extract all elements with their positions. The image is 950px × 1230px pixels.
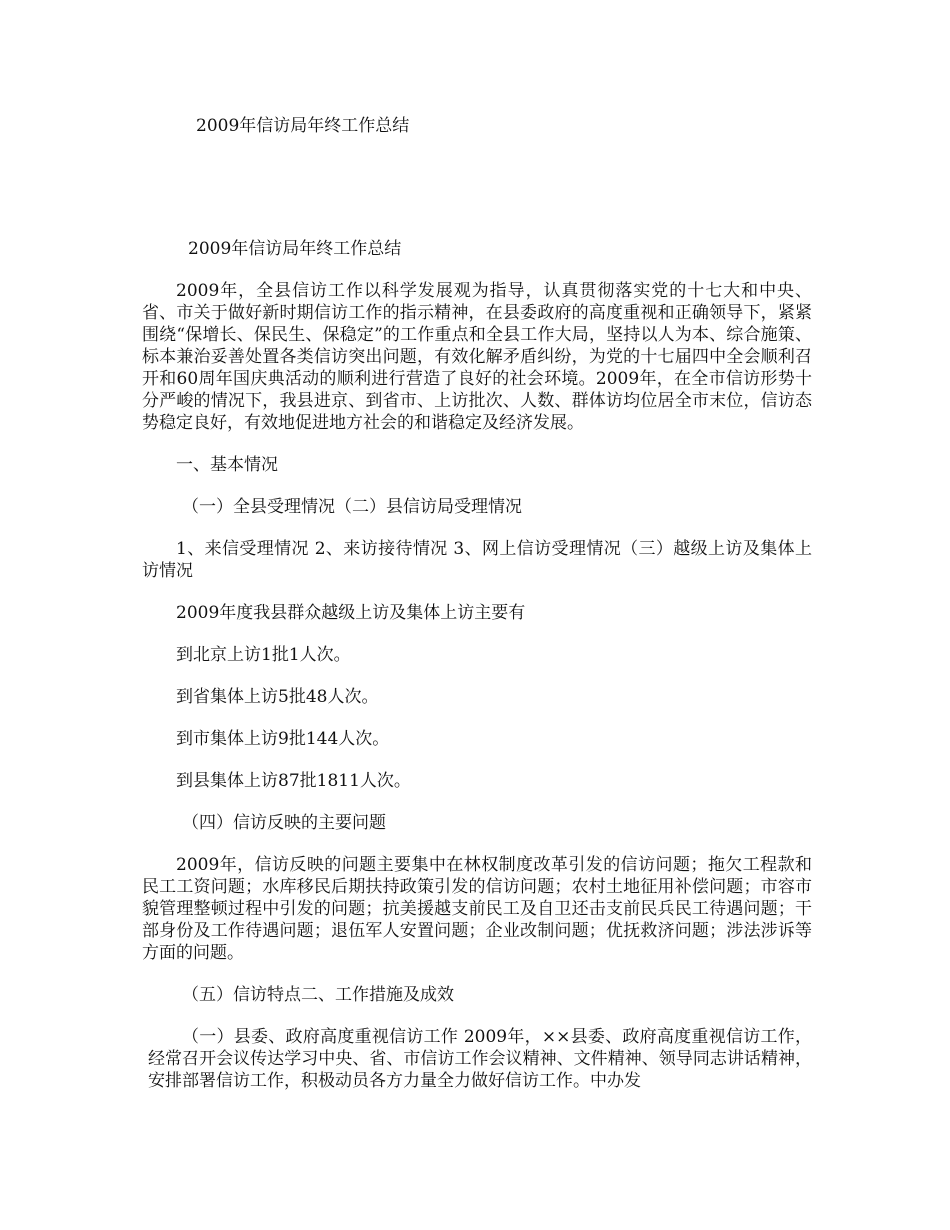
paragraph-issues: 2009年，信访反映的问题主要集中在林权制度改革引发的信访问题；拖欠工程款和民工工资问题；水库移民后期扶持政策引发的信访问题；农村土地征用补偿问题；市容市貌管理整顿过程中引发的问题；抗美援越支前民工及自卫还击支前民兵民工待遇问题；干部身份及工作待遇问题；退伍军人安置问题；企业改制问题；优抚救济问题；涉法涉诉等方面的问题。: [142, 855, 812, 963]
list-item-province: 到省集体上访5批48人次。: [176, 687, 379, 707]
header-title: 2009年信访局年终工作总结: [196, 116, 410, 136]
list-item-city: 到市集体上访9批144人次。: [176, 729, 390, 749]
document-body: [142, 238, 812, 1092]
paragraph-measures: （一）县委、政府高度重视信访工作 2009年，××县委、政府高度重视信访工作，经常召开会议传达学习中央、省、市信访工作会议精神、文件精神、领导同志讲话精神，安排部署信访工作，积极动员各方力量全力做好信访工作。中办发: [148, 1027, 812, 1091]
list-item-county: 到县集体上访87批1811人次。: [176, 771, 411, 791]
paragraph-items-1-3: 1、来信受理情况 2、来访接待情况 3、网上信访受理情况（三）越级上访及集体上访情况: [142, 539, 812, 581]
paragraph-summary-line: 2009年度我县群众越级上访及集体上访主要有: [176, 603, 526, 623]
subsection-heading-issues: （四）信访反映的主要问题: [182, 813, 386, 833]
document-title: 2009年信访局年终工作总结: [188, 239, 402, 259]
subsection-heading-features: （五）信访特点二、工作措施及成效: [182, 985, 454, 1005]
paragraph-intro: 2009年，全县信访工作以科学发展观为指导，认真贯彻落实党的十七大和中央、省、市关于做好新时期信访工作的指示精神，在县委政府的高度重视和正确领导下，紧紧围绕“保增长、保民生、保稳定”的工作重点和全县工作大局，坚持以人为本、综合施策、标本兼治妥善处置各类信访突出问题，有效化解矛盾纠纷，为党的十七届四中全会顺利召开和60周年国庆典活动的顺利进行营造了良好的社会环境。2009年，在全市信访形势十分严峻的情况下，我县进京、到省市、上访批次、人数、群体访均位居全市末位，信访态势稳定良好，有效地促进地方社会的和谐稳定及经济发展。: [142, 281, 812, 433]
list-item-beijing: 到北京上访1批1人次。: [176, 645, 351, 665]
subsection-heading-1-2: （一）全县受理情况（二）县信访局受理情况: [182, 497, 522, 517]
section-heading-basic: 一、基本情况: [176, 455, 278, 475]
